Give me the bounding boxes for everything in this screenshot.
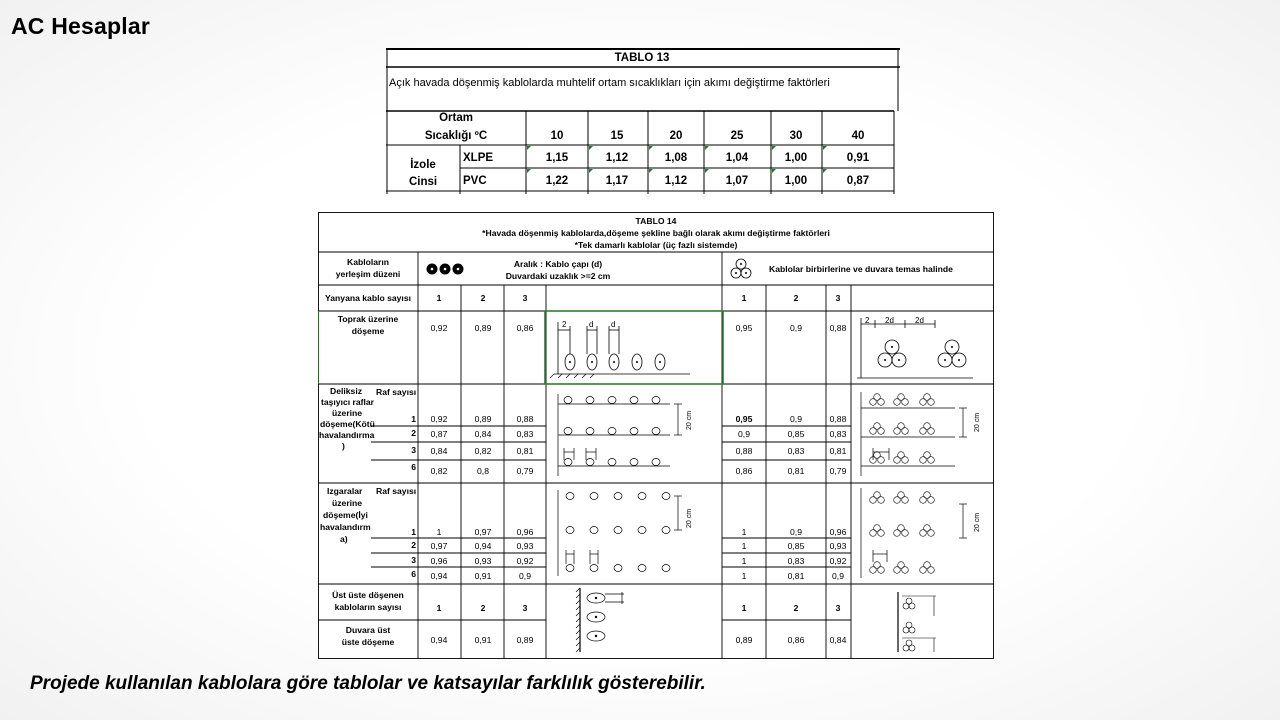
count-3: 3: [522, 293, 528, 303]
table-14-title: TABLO 14: [635, 216, 677, 226]
grid-label: döşeme(İyi: [323, 510, 368, 520]
grid-n: 6: [411, 569, 416, 579]
footer-note: Projede kullanılan kablolara göre tablolar ve katsayılar farklılık gösterebilir.: [30, 673, 706, 694]
side-count-label: Yanyana kablo sayısı: [325, 293, 411, 303]
perf-right-value: 0,95: [735, 414, 753, 424]
xlpe-value: 1,15: [545, 152, 569, 164]
grid-left-value: 0,9: [519, 571, 531, 581]
grid-right-value: 0,93: [829, 541, 847, 551]
perf-left-value: 0,92: [430, 414, 448, 424]
perf-label: Deliksiz: [330, 386, 363, 396]
perf-label: üzerine: [332, 408, 363, 418]
grid-spaced-figure: [552, 488, 720, 580]
perf-right-value: 0,83: [787, 446, 805, 456]
grid-right-value: 1: [741, 527, 747, 537]
grid-right-value: 0,9: [790, 527, 802, 537]
perf-n: 1: [411, 414, 416, 424]
grid-n: 3: [411, 555, 416, 565]
soil-trefoil-figure: [855, 314, 991, 382]
fig-label-d: d: [611, 320, 616, 329]
table-13: [386, 48, 900, 194]
perf-right-value: 0,88: [735, 446, 753, 456]
fig-label-20cm: 20 cm: [974, 512, 981, 532]
stacked-label-1: Üst üste döşenen: [332, 590, 404, 600]
ambient-temp-header-2: Sıcaklığı ºC: [424, 130, 488, 142]
shelf-count-label: Raf sayısı: [376, 486, 417, 496]
grid-left-value: 0,97: [430, 541, 448, 551]
shelf-count-label: Raf sayısı: [376, 387, 417, 397]
row-pvc-type: PVC: [463, 175, 487, 187]
soil-right-value: 0,88: [829, 323, 847, 333]
table-14: [318, 212, 994, 659]
wall-label-2: üste döşeme: [341, 637, 395, 647]
soil-left-value: 0,89: [474, 323, 492, 333]
fig-label-20cm: 20 cm: [686, 410, 693, 430]
row-xlpe-type: XLPE: [463, 152, 494, 164]
fig-label-2: 2: [865, 316, 870, 325]
perf-label: havalandırma: [319, 430, 375, 440]
grid-left-value: 1: [436, 527, 442, 537]
perf-right-value: 0,79: [829, 466, 847, 476]
pvc-value: 1,17: [605, 175, 629, 187]
wall-spaced-figure: [574, 586, 644, 654]
temp-25: 25: [730, 130, 744, 142]
slide-title: AC Hesaplar: [11, 13, 150, 39]
spacing-label-1: Aralık : Kablo çapı (d): [513, 259, 603, 269]
perf-left-value: 0,8: [477, 466, 489, 476]
stacked-count: 2: [480, 603, 486, 613]
soil-left-value: 0,92: [430, 323, 448, 333]
pvc-value: 1,22: [545, 175, 569, 187]
table-14-subtitle-1: *Havada döşenmiş kablolarda,döşeme şekline bağlı olarak akımı değiştirme faktörleri: [482, 228, 830, 238]
perf-label: döşeme(Kötü: [320, 419, 375, 429]
grid-left-value: 0,93: [474, 556, 492, 566]
grid-right-value: 0,83: [787, 556, 805, 566]
grid-label: a): [340, 534, 348, 544]
grid-trefoil-figure: [855, 486, 991, 582]
perf-shelf-trefoil-figure: [855, 388, 991, 480]
perf-left-value: 0,82: [430, 466, 448, 476]
xlpe-value: 1,04: [725, 152, 749, 164]
wall-left-value: 0,91: [474, 635, 492, 645]
stacked-count-right: 2: [793, 603, 799, 613]
table-13-subtitle: Açık havada döşenmiş kablolarda muhtelif ortam sıcaklıkları için akımı değiştirme faktörleri: [389, 77, 830, 89]
xlpe-value: 0,91: [846, 152, 870, 164]
wall-trefoil-figure: [890, 586, 960, 654]
soil-left-value: 0,86: [516, 323, 534, 333]
perf-right-value: 0,83: [829, 429, 847, 439]
wall-label-1: Duvara üst: [345, 625, 391, 635]
xlpe-value: 1,00: [784, 152, 808, 164]
perf-right-value: 0,9: [790, 414, 802, 424]
grid-right-value: 0,92: [829, 556, 847, 566]
perf-right-value: 0,88: [829, 414, 847, 424]
temp-40: 40: [851, 130, 865, 142]
wall-left-value: 0,94: [430, 635, 448, 645]
grid-right-value: 0,9: [832, 571, 844, 581]
grid-left-value: 0,94: [474, 541, 492, 551]
count-2-right: 2: [793, 293, 799, 303]
grid-left-value: 0,92: [516, 556, 534, 566]
perf-left-value: 0,89: [474, 414, 492, 424]
insulation-label-1: İzole: [410, 159, 436, 171]
count-1: 1: [436, 293, 442, 303]
temp-10: 10: [550, 130, 564, 142]
stacked-count-right: 1: [741, 603, 747, 613]
grid-right-value: 0,96: [829, 527, 847, 537]
fig-label-2: 2: [562, 320, 567, 329]
grid-right-value: 1: [741, 541, 747, 551]
grid-label: havalandırm: [320, 522, 371, 532]
grid-label: Izgaralar: [327, 486, 363, 496]
grid-left-value: 0,91: [474, 571, 492, 581]
insulation-label-2: Cinsi: [408, 176, 438, 188]
temp-20: 20: [669, 130, 683, 142]
fig-label-2d: 2d: [885, 316, 894, 325]
perf-left-value: 0,82: [474, 446, 492, 456]
perf-left-value: 0,83: [516, 429, 534, 439]
perf-left-value: 0,79: [516, 466, 534, 476]
grid-n: 1: [411, 527, 416, 537]
layout-label-2: yerleşim düzeni: [335, 269, 401, 279]
soil-label-1: Toprak üzerine: [337, 314, 399, 324]
perf-left-value: 0,88: [516, 414, 534, 424]
fig-label-20cm: 20 cm: [686, 508, 693, 528]
perf-n: 6: [411, 462, 416, 472]
stacked-count-right: 3: [835, 603, 841, 613]
soil-spaced-cables-figure: [550, 316, 720, 380]
grid-left-value: 0,93: [516, 541, 534, 551]
perf-right-value: 0,81: [787, 466, 805, 476]
temp-15: 15: [610, 130, 624, 142]
perf-left-value: 0,84: [430, 446, 448, 456]
perf-left-value: 0,84: [474, 429, 492, 439]
perf-left-value: 0,87: [430, 429, 448, 439]
grid-right-value: 1: [741, 571, 747, 581]
xlpe-value: 1,08: [664, 152, 688, 164]
pvc-value: 1,12: [664, 175, 688, 187]
stacked-count: 3: [522, 603, 528, 613]
perf-right-value: 0,9: [738, 429, 750, 439]
wall-left-value: 0,89: [516, 635, 534, 645]
grid-right-value: 0,85: [787, 541, 805, 551]
grid-left-value: 0,97: [474, 527, 492, 537]
grid-right-value: 0,81: [787, 571, 805, 581]
perf-label: taşıyıcı raflar: [321, 397, 375, 407]
grid-n: 2: [411, 540, 416, 550]
count-2: 2: [480, 293, 486, 303]
grid-left-value: 0,94: [430, 571, 448, 581]
pvc-value: 1,00: [784, 175, 808, 187]
soil-label-2: döşeme: [351, 326, 385, 336]
temp-30: 30: [789, 130, 803, 142]
count-1-right: 1: [741, 293, 747, 303]
grid-left-value: 0,96: [516, 527, 534, 537]
perf-right-value: 0,86: [735, 466, 753, 476]
stacked-label-2: kabloların sayısı: [334, 602, 402, 612]
pvc-value: 0,87: [846, 175, 870, 187]
perf-right-value: 0,81: [829, 446, 847, 456]
trefoil-icon: [730, 258, 752, 280]
fig-label-2d: 2d: [915, 316, 924, 325]
grid-left-value: 0,96: [430, 556, 448, 566]
spacing-label-2: Duvardaki uzaklık >=2 cm: [505, 271, 611, 281]
count-3-right: 3: [835, 293, 841, 303]
wall-right-value: 0,84: [829, 635, 847, 645]
grid-right-value: 1: [741, 556, 747, 566]
ambient-temp-header-1: Ortam: [439, 112, 473, 124]
layout-label-1: Kabloların: [346, 257, 390, 267]
perf-n: 2: [411, 428, 416, 438]
perf-n: 3: [411, 445, 416, 455]
fig-label-20cm: 20 cm: [974, 412, 981, 432]
perf-shelf-spaced-figure: [552, 390, 720, 480]
wall-right-value: 0,89: [735, 635, 753, 645]
grid-label: üzerine: [332, 498, 363, 508]
touching-label: Kablolar birbirlerine ve duvara temas halinde: [769, 264, 953, 274]
soil-right-value: 0,9: [790, 323, 802, 333]
fig-label-d: d: [589, 320, 594, 329]
perf-left-value: 0,81: [516, 446, 534, 456]
xlpe-value: 1,12: [605, 152, 629, 164]
stacked-count: 1: [436, 603, 442, 613]
wall-right-value: 0,86: [787, 635, 805, 645]
table-14-subtitle-2: *Tek damarlı kablolar (üç fazlı sistemde): [574, 240, 738, 250]
pvc-value: 1,07: [725, 175, 749, 187]
perf-label: ): [342, 441, 345, 451]
table-13-title: TABLO 13: [614, 52, 670, 64]
soil-right-value: 0,95: [735, 323, 753, 333]
three-cables-icon: [426, 262, 466, 276]
perf-right-value: 0,85: [787, 429, 805, 439]
